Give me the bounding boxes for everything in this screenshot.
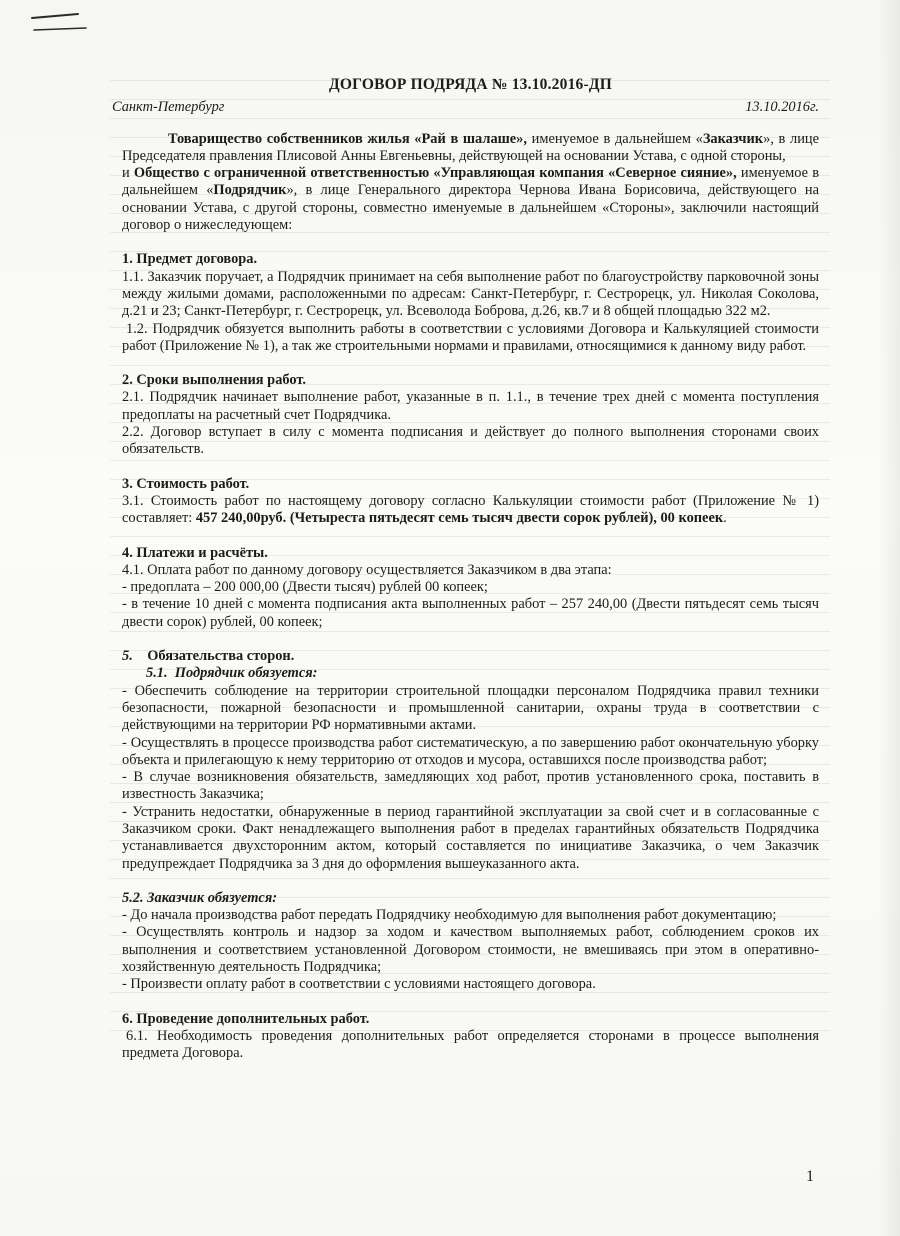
subsection-5-1-name: Подрядчик обязуется:	[174, 665, 318, 682]
contractor-duty-3: - В случае возникновения обязательств, замедляющих ход работ, против установленного срока, поставить в известность Заказчика;	[122, 769, 819, 803]
clause-2-1: 2.1. Подрядчик начинает выполнение работ, указанные в п. 1.1., в течение трех дней с момента поступления предоплаты на расчетный счет Подрядчика.	[122, 389, 819, 423]
subsection-5-1-number: 5.1.	[146, 665, 168, 682]
section-1-title: 1. Предмет договора.	[122, 251, 258, 268]
contractor-name: Общество с ограниченной ответственностью «Управляющая компания «Северное сияние»,	[133, 165, 737, 182]
clause-3-1-text: 3.1. Стоимость работ по настоящему договору согласно Калькуляции стоимости работ (Приложение № 1) составляет:	[122, 492, 819, 527]
contract-title: ДОГОВОР ПОДРЯДА № 13.10.2016-ДП	[329, 76, 612, 93]
customer-duty-3: - Произвести оплату работ в соответствии с условиями настоящего договора.	[122, 976, 596, 993]
contractor-duty-1: - Обеспечить соблюдение на территории строительной площадки персоналом Подрядчика правил техники безопасности, пожарной безопасности и промышленной санитарии, охраны труда в соответствии с действующими на территории РФ нормативными актами.	[122, 682, 819, 734]
contract-body	[112, 76, 819, 1063]
clause-4-1: 4.1. Оплата работ по данному договору осуществляется Заказчиком в два этапа:	[122, 561, 612, 578]
section-6-title: 6. Проведение дополнительных работ.	[122, 1010, 370, 1027]
customer-party-paragraph	[122, 131, 819, 166]
subsection-5-1-title	[122, 665, 819, 682]
place-date-line	[112, 99, 819, 116]
section-3-title: 3. Стоимость работ.	[122, 475, 250, 492]
contractor-text-1: именуемое в дальнейшем «	[122, 165, 819, 199]
clause-1-2: 1.2. Подрядчик обязуется выполнить работы в соответствии с условиями Договора и Калькуляцией стоимости работ (Приложение № 1), а так же строительными нормами и правилами, относящимися к данному виду работ.	[122, 320, 819, 354]
customer-text-2: », в лице Председателя правления Плисовой Анны Евгеньевны, действующей на основании Устава, с одной стороны,	[122, 130, 819, 164]
section-5-title	[122, 648, 819, 665]
contractor-duty-2: - Осуществлять в процессе производства работ систематическую, а по завершению работ окончательную уборку объекта и прилегающую к нему территорию от отходов и мусора, оставшихся после производства работ;	[122, 734, 819, 768]
contractor-role: Подрядчик	[213, 182, 287, 199]
page-number: 1	[806, 1168, 814, 1185]
pen-marks-icon	[28, 10, 88, 40]
customer-name: Товарищество собственников жилья «Рай в шалаше»,	[168, 130, 527, 147]
contract-amount: 457 240,00руб. (Четыреста пятьдесят семь тысяч двести сорок рублей), 00 копеек	[195, 510, 724, 527]
contractor-text-2: », в лице Генерального директора Чернова Ивана Борисовича, действующего на основании Устава, с другой стороны, совместно именуемые в дальнейшем «Стороны», заключили настоящий договор о нижеследующем:	[122, 182, 819, 234]
section-4-title: 4. Платежи и расчёты.	[122, 544, 268, 561]
clause-1-1: 1.1. Заказчик поручает, а Подрядчик принимает на себя выполнение работ по благоустройству парковочной зоны между жилыми домами, расположенными по адресам: Санкт-Петербург, г. Сестрорецк, ул. Николая Соколова, д.21 и 23; Санкт-Петербург, г. Сестрорецк, ул. Всеволода Боброва, д.26, кв.7 и 8 общей площадью 322 м2.	[122, 268, 819, 320]
contractor-party-paragraph	[122, 165, 819, 234]
prepayment-item: - предоплата – 200 000,00 (Двести тысяч) рублей 00 копеек;	[122, 579, 488, 596]
customer-duty-1: - До начала производства работ передать Подрядчику необходимую для выполнения работ документацию;	[122, 907, 777, 924]
contract-city: Санкт-Петербург	[112, 99, 225, 116]
customer-text-1: именуемое в дальнейшем «	[526, 130, 703, 147]
section-2-title: 2. Сроки выполнения работ.	[122, 372, 306, 389]
contractor-duty-4: - Устранить недостатки, обнаруженные в период гарантийной эксплуатации за свой счет и в согласованные с Заказчиком сроки. Факт ненадлежащего выполнения работ в пределах гарантийных обязательств Подрядчика устанавливается двухсторонним актом, который составляется по инициативе Заказчика, о чем Заказчик предупреждает Подрядчика за 3 дня до оформления вышеуказанного акта.	[122, 803, 819, 872]
clause-6-1: 6.1. Необходимость проведения дополнительных работ определяется сторонами в процессе выполнения предмета Договора.	[122, 1027, 819, 1062]
contractor-prefix: и	[122, 165, 134, 182]
section-5-number: 5.	[122, 648, 133, 665]
final-payment-item: - в течение 10 дней с момента подписания акта выполненных работ – 257 240,00 (Двести пятьдесят семь тысяч двести сорок) рублей, 00 копеек;	[122, 596, 819, 630]
contract-date: 13.10.2016г.	[745, 99, 819, 116]
section-5-name: Обязательства сторон.	[147, 648, 295, 665]
clause-3-1	[122, 493, 819, 528]
customer-role: Заказчик	[702, 130, 764, 147]
subsection-5-2-title: 5.2. Заказчик обязуется:	[122, 889, 278, 906]
clause-3-1-end: .	[723, 510, 727, 527]
clause-2-2: 2.2. Договор вступает в силу с момента подписания и действует до полного выполнения сторонами своих обязательств.	[122, 424, 819, 458]
page-edge-shadow	[878, 0, 900, 1236]
customer-duty-2: - Осуществлять контроль и надзор за ходом и качеством выполняемых работ, соблюдением сроков их выполнения и соответствием установленной Договором стоимости, не вмешиваясь при этом в оперативно-хозяйственную деятельность Подрядчика;	[122, 924, 819, 976]
